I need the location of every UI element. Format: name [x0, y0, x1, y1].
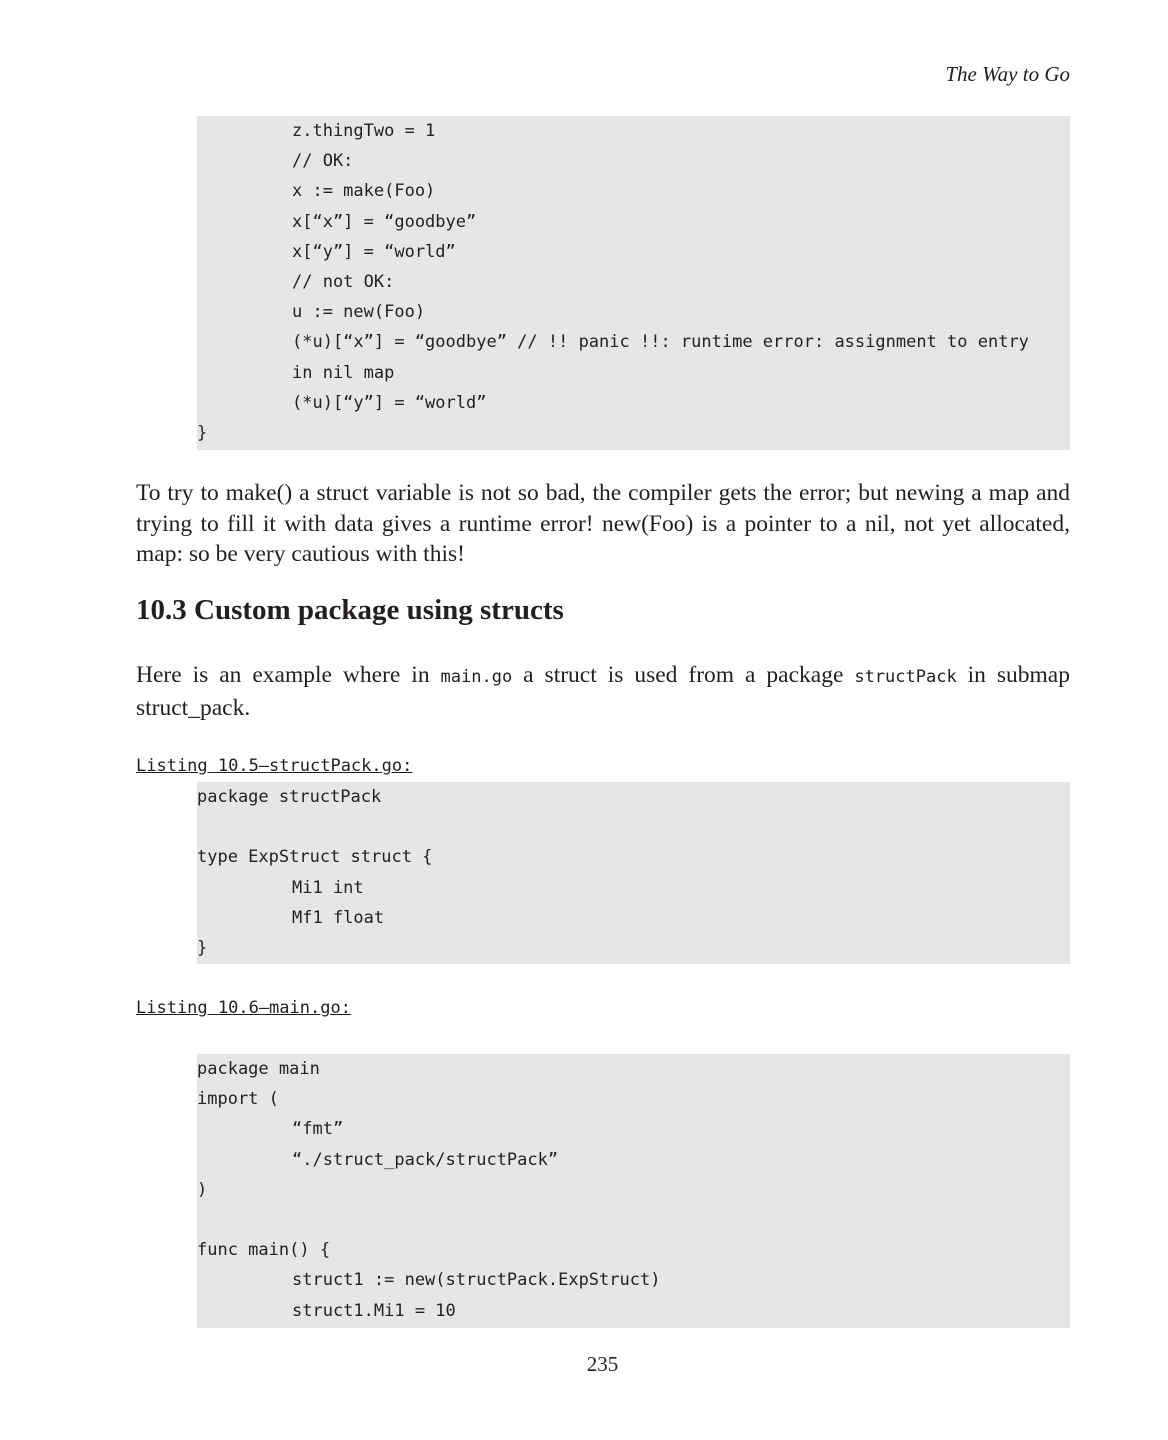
section-heading: 10.3 Custom package using structs: [136, 594, 564, 626]
text: Here is an example where in: [136, 662, 441, 688]
code-line: // OK:: [292, 151, 354, 172]
code-line: in nil map: [292, 362, 395, 383]
code-line: x[“y”] = “world”: [292, 241, 456, 262]
code-line: func main() {: [197, 1240, 331, 1261]
page-number: 235: [586, 1352, 619, 1376]
paragraph: [136, 660, 1070, 723]
code-line: import (: [197, 1089, 279, 1110]
code-line: “./struct_pack/structPack”: [292, 1149, 559, 1170]
code-line: package structPack: [197, 787, 382, 807]
code-line: Mi1 int: [292, 877, 364, 898]
code-line: [197, 812, 1070, 842]
code-line: // not OK:: [292, 271, 395, 292]
code-line: x[“x”] = “goodbye”: [292, 211, 477, 232]
code-line: (*u)[“x”] = “goodbye” // !! panic !!: runtime error: assignment to entry: [292, 332, 1029, 353]
code-line: z.thingTwo = 1: [292, 121, 436, 141]
code-line: struct1 := new(structPack.ExpStruct): [292, 1270, 661, 1291]
paragraph: To try to make() a struct variable is not so bad, the compiler gets the error; but newing a map and trying to fill it with data gives a runtime error! new(Foo) is a pointer to a nil, not yet allocated, map: so be very cautious with this!: [136, 480, 1070, 567]
code-block: [197, 782, 1070, 964]
code-block: [197, 116, 1070, 450]
listing-label: Listing 10.5—structPack.go:: [136, 756, 413, 776]
code-line: struct1.Mi1 = 10: [292, 1300, 456, 1321]
code-line: (*u)[“y”] = “world”: [292, 392, 487, 413]
code-line: }: [197, 422, 208, 443]
code-line: u := new(Foo): [292, 302, 426, 323]
code-line: }: [197, 937, 208, 958]
running-header: The Way to Go: [945, 62, 1070, 86]
code-line: Mf1 float: [292, 907, 385, 928]
text: a struct is used from a package: [512, 662, 855, 688]
code-line: ): [197, 1179, 208, 1200]
code-line: type ExpStruct struct {: [197, 847, 433, 868]
inline-code: main.go: [440, 667, 513, 687]
code-line: “fmt”: [292, 1119, 344, 1140]
listing-label: Listing 10.6—main.go:: [136, 998, 351, 1018]
code-line: x := make(Foo): [292, 181, 436, 202]
code-line: [197, 1205, 1070, 1235]
code-block: [197, 1054, 1070, 1328]
code-line: package main: [197, 1059, 320, 1079]
text: in submap struct_pack.: [136, 662, 1070, 721]
inline-code: structPack: [854, 667, 957, 687]
